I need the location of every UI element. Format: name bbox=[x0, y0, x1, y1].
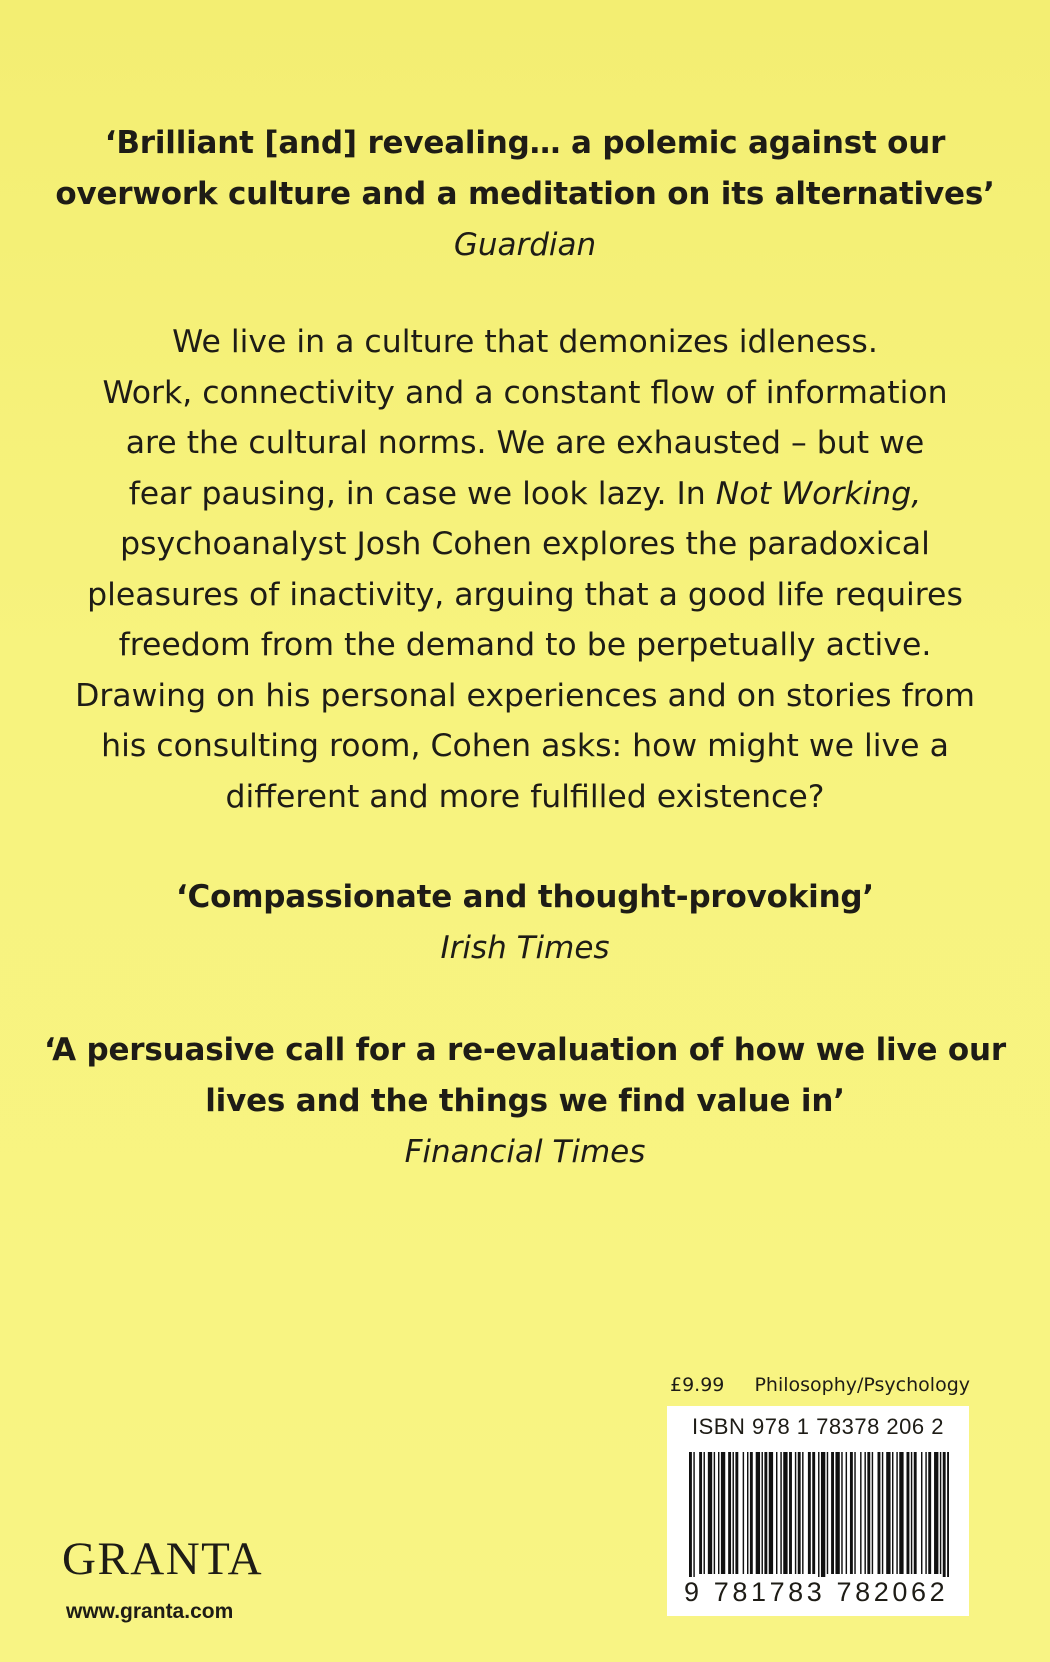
isbn-label: ISBN 978 1 78378 206 2 bbox=[692, 1414, 944, 1439]
barcode-bar bbox=[756, 1452, 760, 1574]
barcode-bar bbox=[714, 1452, 715, 1574]
barcode-bar bbox=[764, 1452, 767, 1574]
blurb-line: different and more fulfilled existence? bbox=[225, 778, 825, 815]
quote-line: lives and the things we find value in’ bbox=[205, 1083, 845, 1119]
blurb-line: psychoanalyst Josh Cohen explores the paradoxical bbox=[120, 526, 930, 562]
barcode-bar bbox=[769, 1452, 773, 1574]
book-title: Not Working, bbox=[715, 475, 922, 512]
barcode-bar bbox=[841, 1452, 842, 1574]
barcode-bar bbox=[867, 1452, 870, 1574]
barcode-bar bbox=[907, 1452, 910, 1574]
barcode-bar bbox=[743, 1452, 744, 1574]
barcode-bar bbox=[872, 1452, 873, 1574]
barcode-bar bbox=[735, 1452, 738, 1574]
quote-line: overwork culture and a meditation on its alternatives’ bbox=[55, 176, 995, 212]
barcode-bar bbox=[808, 1452, 811, 1574]
blurb-line: freedom from the demand to be perpetually active. bbox=[118, 627, 932, 663]
barcode-bar bbox=[878, 1452, 881, 1574]
barcode-bar bbox=[802, 1452, 803, 1574]
blurb-line: his consulting room, Cohen asks: how might we live a bbox=[101, 728, 949, 764]
barcode-bar bbox=[789, 1452, 792, 1574]
barcode-bar bbox=[762, 1452, 763, 1574]
barcode-bar bbox=[914, 1452, 917, 1574]
barcode-bar bbox=[776, 1452, 777, 1574]
barcode-bar bbox=[689, 1452, 692, 1587]
barcode-bar bbox=[812, 1452, 815, 1574]
barcode-bar bbox=[718, 1452, 719, 1574]
barcode-bar bbox=[835, 1452, 839, 1574]
isbn-number: 9 781783 782062 bbox=[684, 1577, 949, 1607]
blurb-text: fear pausing, in case we look lazy. In bbox=[128, 475, 716, 512]
barcode-bar bbox=[783, 1452, 787, 1574]
barcode-bar bbox=[864, 1452, 865, 1574]
barcode-bar bbox=[728, 1452, 731, 1574]
quote-source: Financial Times bbox=[404, 1134, 646, 1170]
blurb-line: pleasures of inactivity, arguing that a good life requires bbox=[87, 576, 963, 613]
blurb-line: Drawing on his personal experiences and on stories from bbox=[75, 677, 975, 714]
review-quote-irish-times bbox=[0, 872, 1050, 973]
barcode-bar bbox=[693, 1452, 694, 1587]
publisher-website: www.granta.com bbox=[66, 1600, 234, 1623]
barcode-bar bbox=[934, 1452, 938, 1574]
blurb-line: We live in a culture that demonizes idleness. bbox=[172, 324, 878, 360]
barcode-bar bbox=[821, 1452, 825, 1587]
book-description bbox=[0, 317, 1050, 822]
barcode-bar bbox=[818, 1452, 819, 1587]
review-quote-guardian bbox=[0, 118, 1050, 270]
barcode-bar bbox=[827, 1452, 828, 1574]
barcode-bar bbox=[708, 1452, 712, 1574]
barcode-bar bbox=[747, 1452, 748, 1574]
price-category-row bbox=[670, 1374, 970, 1396]
quote-line: ‘Brilliant [and] revealing… a polemic against our bbox=[104, 125, 946, 161]
blurb-line: are the cultural norms. We are exhausted – but we bbox=[125, 425, 925, 461]
barcode-bar bbox=[882, 1452, 883, 1574]
barcode-bar bbox=[850, 1452, 853, 1574]
barcode-bar bbox=[899, 1452, 903, 1574]
barcode-bar bbox=[860, 1452, 861, 1574]
barcode-bar bbox=[699, 1452, 702, 1574]
barcode-bar bbox=[854, 1452, 855, 1574]
barcode-bar bbox=[780, 1452, 781, 1574]
barcode-bar bbox=[896, 1452, 897, 1574]
barcode-bar bbox=[846, 1452, 847, 1574]
category: Philosophy/Psychology bbox=[754, 1374, 970, 1396]
isbn-digits bbox=[683, 1577, 957, 1608]
quote-source: Guardian bbox=[453, 227, 597, 263]
blurb-line bbox=[0, 469, 1050, 520]
quote-line: ‘Compassionate and thought-provoking’ bbox=[175, 879, 875, 915]
blurb-line: Work, connectivity and a constant flow of information bbox=[102, 374, 948, 411]
barcode-bar bbox=[928, 1452, 931, 1574]
barcode-bar bbox=[947, 1452, 949, 1587]
barcode-bar bbox=[795, 1452, 796, 1574]
barcode-bar bbox=[704, 1452, 705, 1574]
barcode-bar bbox=[831, 1452, 834, 1574]
barcode-bar bbox=[925, 1452, 926, 1574]
barcode-bar bbox=[798, 1452, 801, 1574]
barcode-bars bbox=[689, 1452, 949, 1587]
price: £9.99 bbox=[670, 1374, 725, 1396]
barcode-bar bbox=[921, 1452, 922, 1574]
barcode-bar bbox=[943, 1452, 946, 1587]
publisher-logo: GRANTA bbox=[62, 1533, 264, 1585]
review-quote-financial-times bbox=[0, 1025, 1050, 1177]
quote-line: ‘A persuasive call for a re-evaluation of how we live our bbox=[44, 1032, 1006, 1068]
barcode-bar bbox=[750, 1452, 753, 1574]
barcode-bar bbox=[733, 1452, 734, 1574]
barcode-bar bbox=[886, 1452, 890, 1574]
barcode-bar bbox=[911, 1452, 912, 1574]
quote-source: Irish Times bbox=[440, 930, 610, 966]
barcode-bar bbox=[892, 1452, 893, 1574]
barcode-bar bbox=[940, 1452, 941, 1574]
barcode-bar bbox=[721, 1452, 725, 1574]
barcode bbox=[667, 1406, 969, 1616]
